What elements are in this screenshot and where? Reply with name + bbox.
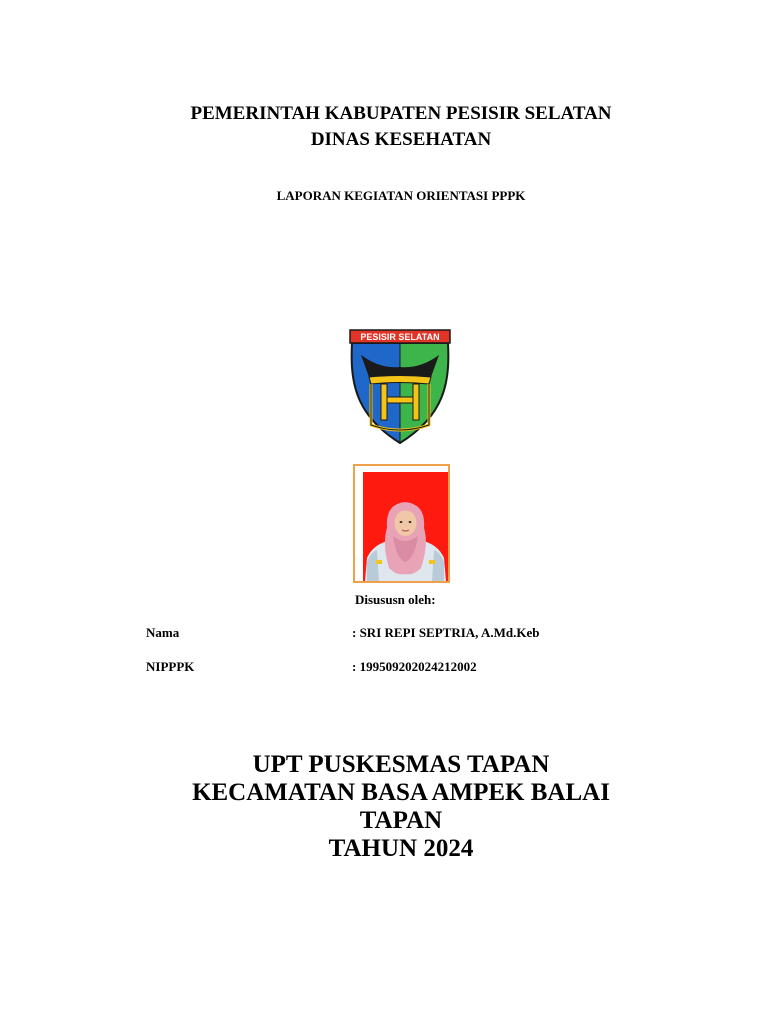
name-label: Nama — [146, 625, 180, 640]
author-photo-frame — [353, 464, 450, 583]
report-title: LAPORAN KEGIATAN ORIENTASI PPPK — [276, 188, 526, 203]
regency-coat-of-arms-logo — [347, 327, 453, 445]
name-value: : SRI REPI SEPTRIA, A.Md.Keb — [352, 625, 540, 640]
nip-label: NIPPPK — [146, 659, 195, 674]
prepared-by-label: Disususn oleh: — [355, 592, 436, 607]
author-photo — [363, 472, 448, 581]
footer-line-3: TAPAN — [359, 807, 443, 834]
svg-text:PESISIR SELATAN: PESISIR SELATAN — [360, 332, 440, 342]
footer-line-4: TAHUN 2024 — [328, 835, 474, 862]
header-line-1: PEMERINTAH KABUPATEN PESISIR SELATAN — [190, 103, 612, 124]
header-line-2: DINAS KESEHATAN — [310, 129, 492, 150]
footer-line-1: UPT PUSKESMAS TAPAN — [252, 751, 550, 778]
footer-line-2: KECAMATAN BASA AMPEK BALAI — [192, 779, 610, 806]
nip-value: : 199509202024212002 — [352, 659, 477, 674]
